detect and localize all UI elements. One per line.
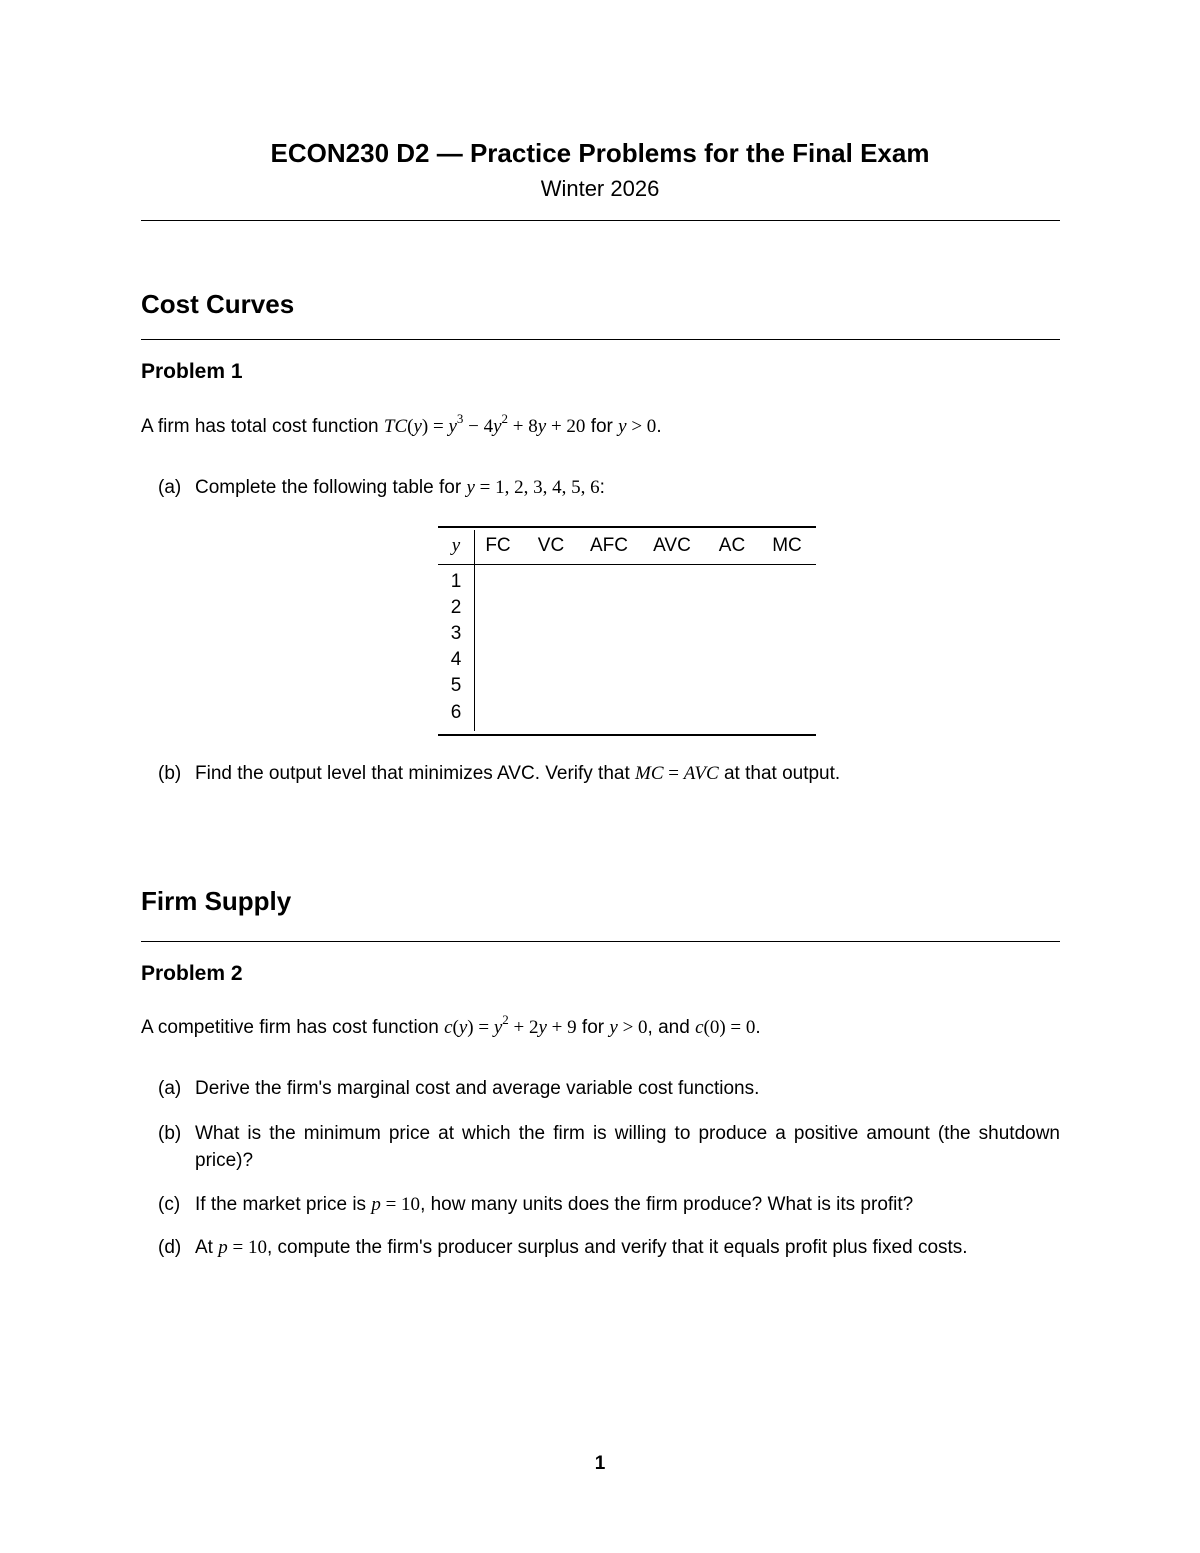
table-header-y: y xyxy=(451,535,461,556)
part-text: Find the output level that minimizes AVC. Verify that xyxy=(195,763,636,784)
table-top-rule xyxy=(438,526,816,528)
part-text: at that output. xyxy=(718,763,841,784)
problem-2-part-a xyxy=(158,1075,1060,1102)
table-bottom-rule xyxy=(438,734,816,736)
part-label: (b) xyxy=(158,1123,182,1144)
part-label: (c) xyxy=(158,1194,181,1215)
problem-2-part-c: (c) If the market price is p = 10, how many units does the firm produce? What is its profit? xyxy=(158,1191,1060,1218)
statement-text: for xyxy=(576,1017,610,1038)
section-rule xyxy=(141,339,1060,340)
part-text: If the market price is xyxy=(195,1194,372,1215)
part-text: : xyxy=(599,477,605,498)
table-header-fc: FC xyxy=(485,535,511,556)
tc-equation: TC xyxy=(383,416,408,437)
problem-2-part-d: (d) At p = 10, compute the firm's producer surplus and verify that it equals profit plus fixed costs. xyxy=(158,1234,1060,1261)
part-label: (d) xyxy=(158,1237,182,1258)
part-label: (a) xyxy=(158,477,182,498)
page-title: ECON230 D2 — Practice Problems for the Final Exam xyxy=(270,138,930,168)
problem-1-statement: A firm has total cost function $TC(y) = y^3 - 4y^2 + 8y + 20$ for y > 0. xyxy=(141,410,662,437)
section-rule xyxy=(141,941,1060,942)
problem-2-part-b xyxy=(158,1120,1060,1174)
statement-text: A firm has total cost function xyxy=(141,416,384,437)
problem-1-part-b: (b) Find the output level that minimizes AVC. Verify that MC = AVC at that output. xyxy=(158,760,1060,787)
part-label: (a) xyxy=(158,1078,182,1099)
page-subtitle: Winter 2026 xyxy=(540,176,660,201)
table-header-separator xyxy=(474,530,475,564)
section-title-firm-supply: Firm Supply xyxy=(141,886,292,916)
part-text: At xyxy=(195,1237,219,1258)
table-column-separator xyxy=(474,565,475,731)
part-text: What is the minimum price at which the firm is willing to produce a positive amount (the shutdown price)? xyxy=(195,1123,1060,1171)
problem-2-statement: A competitive firm has cost function $c(y) = y^2 + 2y + 9$ for y > 0, and c(0) = 0. xyxy=(141,1011,761,1038)
statement-text: . xyxy=(755,1017,761,1038)
title-rule xyxy=(141,220,1060,221)
table-row-label: 6 xyxy=(450,702,462,723)
table-header-afc: AFC xyxy=(590,535,628,556)
problem-1-label: Problem 1 xyxy=(141,360,243,383)
part-text: , compute the firm's producer surplus and verify that it equals profit plus fixed costs. xyxy=(266,1237,968,1258)
table-row-label: 2 xyxy=(450,597,462,618)
statement-text: A competitive firm has cost function xyxy=(141,1017,445,1038)
table-header-ac: AC xyxy=(718,535,746,556)
part-text: Derive the firm's marginal cost and average variable cost functions. xyxy=(195,1078,760,1099)
table-row-label: 5 xyxy=(450,675,462,696)
statement-text: , and xyxy=(647,1017,696,1038)
table-row-label: 3 xyxy=(450,623,462,644)
table-row-label: 4 xyxy=(450,649,462,670)
table-header-mc: MC xyxy=(772,535,802,556)
cost-table xyxy=(438,526,816,736)
statement-text: . xyxy=(656,416,662,437)
part-label: (b) xyxy=(158,763,182,784)
table-header-avc: AVC xyxy=(653,535,691,556)
statement-text: for xyxy=(585,416,619,437)
part-text: , how many units does the firm produce? What is its profit? xyxy=(420,1194,914,1215)
problem-2-label: Problem 2 xyxy=(141,962,243,985)
page-number: 1 xyxy=(594,1453,606,1474)
problem-1-part-a: (a) Complete the following table for y = 1, 2, 3, 4, 5, 6: xyxy=(158,474,1060,501)
table-row-label: 1 xyxy=(450,571,462,592)
table-header-rule xyxy=(438,564,816,565)
table-header-vc: VC xyxy=(537,535,565,556)
section-title-cost-curves: Cost Curves xyxy=(141,289,295,319)
part-text: Complete the following table for xyxy=(195,477,467,498)
